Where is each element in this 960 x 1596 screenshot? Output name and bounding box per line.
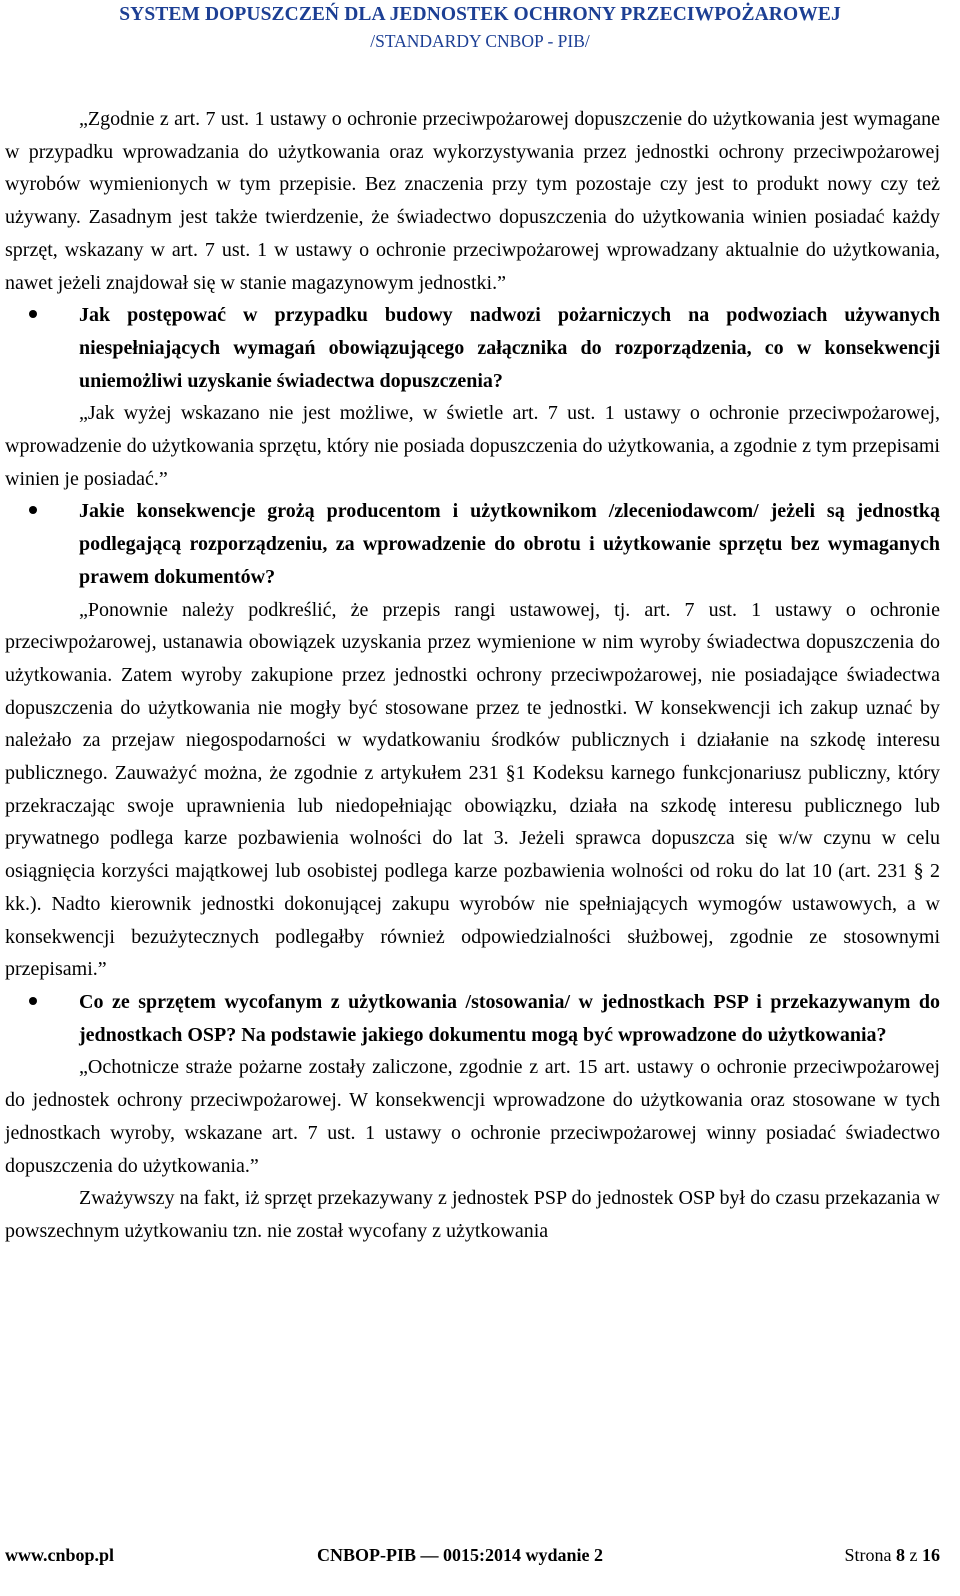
- page-total: 16: [922, 1545, 940, 1565]
- page-word: Strona: [844, 1545, 892, 1565]
- answer-2: „Ponownie należy podkreślić, że przepis rangi ustawowej, tj. art. 7 ust. 1 ustawy o ochronie przeciwpożarowej, ustanawia obowiązek uzyskania przez wymienione w nim wyroby świadectwa dopuszczenia do użytkowania. Zatem wyroby zakupione przez jednostki ochrony przeciwpożarowej, nie posiadające świadectwa dopuszczenia do użytkowania nie mogły być stosowane przez te jednostki. W konsekwencji ich zakup uznać by należało za przejaw niegospodarności w wydatkowaniu środków publicznych i działanie na szkodę interesu publicznego. Zauważyć można, że zgodnie z artykułem 231 §1 Kodeksu karnego funkcjonariusz publiczny, który przekraczając swoje uprawnienia lub niedopełniając obowiązku, działa na szkodę interesu publicznego lub prywatnego podlega karze pozbawienia wolności do lat 3. Jeżeli sprawca dopuszcza się w/w czynu w celu osiągnięcia korzyści majątkowej lub osobistej podlega karze pozbawienia wolności od roku do lat 10 (art. 231 § 2 kk.). Nadto kierownik jednostki dokonującej zakupu wyrobów nie spełniających wymogów ustawowych, a w konsekwencji bezużytecznych podlegałby również odpowiedzialności służbowej, zgodnie ze stosownymi przepisami.”: [5, 598, 940, 981]
- question-3: [5, 986, 940, 1051]
- page-current: 8: [896, 1545, 905, 1565]
- footer-website[interactable]: www.cnbop.pl: [5, 1545, 115, 1565]
- bullet-icon: [29, 997, 37, 1005]
- question-1-text: Jak postępować w przypadku budowy nadwozi pożarniczych na podwoziach używanych niespełniających wymagań obowiązującego załącznika do rozporządzenia, co w konsekwencji uniemożliwi uzyskanie świadectwa dopuszczenia?: [79, 304, 940, 392]
- page-footer: [5, 1545, 940, 1571]
- answer-3: „Ochotnicze straże pożarne zostały zaliczone, zgodnie z art. 15 art. ustawy o ochronie przeciwpożarowej do jednostek ochrony przeciwpożarowej. W konsekwencji wprowadzone do użytkowania oraz stosowane w tych jednostkach wyroby, wskazane art. 7 ust. 1 ustawy o ochronie przeciwpożarowej winny posiadać świadectwo dopuszczenia do użytkowania.”: [5, 1056, 940, 1177]
- header-subtitle: /STANDARDY CNBOP - PIB/: [370, 31, 590, 51]
- header-title: SYSTEM DOPUSZCZEŃ DLA JEDNOSTEK OCHRONY PRZECIWPOŻAROWEJ: [119, 4, 841, 25]
- paragraph-last: Zważywszy na fakt, iż sprzęt przekazywany z jednostek PSP do jednostek OSP był do czasu przekazania w powszechnym użytkowaniu tzn. nie został wycofany z użytkowania: [5, 1187, 940, 1242]
- page-of: z: [909, 1545, 918, 1565]
- footer-page-number: [845, 1545, 941, 1566]
- page-header: [0, 0, 960, 55]
- question-3-text: Co ze sprzętem wycofanym z użytkowania /stosowania/ w jednostkach PSP i przekazywanym do jednostkach OSP? Na podstawie jakiego dokumentu mogą być wprowadzone do użytkowania?: [79, 990, 940, 1046]
- bullet-icon: [29, 506, 37, 514]
- question-2: [5, 495, 940, 593]
- question-1: [5, 299, 940, 397]
- footer-doc-id: CNBOP-PIB — 0015:2014 wydanie 2: [317, 1545, 604, 1565]
- answer-1: „Jak wyżej wskazano nie jest możliwe, w świetle art. 7 ust. 1 ustawy o ochronie przeciwpożarowej, wprowadzenie do użytkowania sprzętu, który nie posiada dopuszczenia do użytkowania, a zgodnie z tym przepisami winien je posiadać.”: [5, 402, 940, 490]
- bullet-icon: [29, 310, 37, 318]
- paragraph-intro: „Zgodnie z art. 7 ust. 1 ustawy o ochronie przeciwpożarowej dopuszczenie do użytkowania jest wymagane w przypadku wprowadzania do użytkowania oraz wykorzystywania przez jednostki ochrony przeciwpożarowej wyrobów wymienionych w tym przepisie. Bez znaczenia przy tym pozostaje czy jest to produkt nowy czy też używany. Zasadnym jest także twierdzenie, że świadectwo dopuszczenia do użytkowania winien posiadać każdy sprzęt, wskazany w art. 7 ust. 1 w ustawy o ochronie przeciwpożarowej wprowadzany aktualnie do użytkowania, nawet jeżeli znajdował się w stanie magazynowym jednostki.”: [5, 108, 940, 294]
- question-2-text: Jakie konsekwencje grożą producentom i użytkownikom /zleceniodawcom/ jeżeli są jednostką podlegającą rozporządzeniu, za wprowadzenie do obrotu i użytkowanie sprzętu bez wymaganych prawem dokumentów?: [79, 500, 940, 588]
- document-body: [5, 103, 940, 1248]
